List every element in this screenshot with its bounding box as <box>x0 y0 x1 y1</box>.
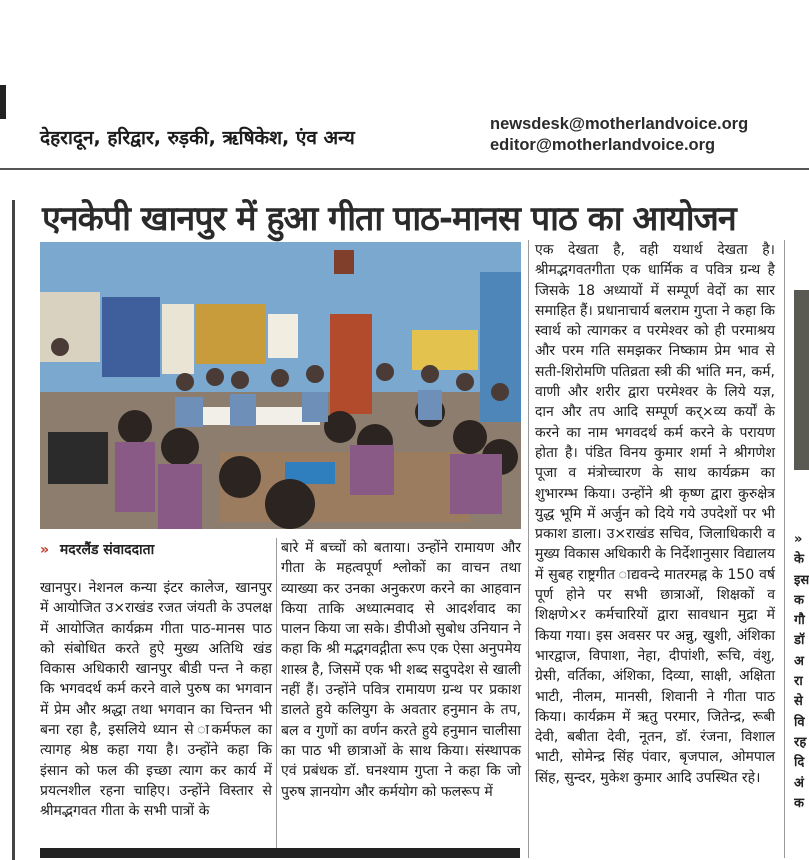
article-paragraph: एक देखता है, वही यथार्थ देखता है। श्रीमद्भगवतगीता एक धार्मिक व पवित्र ग्रन्थ है जिसके 18 अध्यायों में सम्पूर्ण वेदों का सार समाहित हैं। प्रधानाचार्य बलराम गुप्ता ने कहा कि स्वार्थ को त्यागकर व परमेश्वर को ही परमाश्रय और परम गति समझकर निष्काम प्रेम भाव से सती-शिरोमणि पतिव्रता स्त्री की भांति मन, कर्म, वाणी और शरीर द्वारा परमेश्वर के लिये यज्ञ, दान और तप आदि सम्पूर्ण कर्×व्य कर्यों के करने का नाम भगवदर्थ कर्म करने के परायण होता है। पंडित विनय कुमार शर्मा ने श्रीगणेश पूजा व मंत्रोच्चारण के साथ कार्यक्रम का शुभारम्भ किया। उन्होंने श्री कृष्ण द्वारा कुरुक्षेत्र युद्ध भूमि में अर्जुन को दिये गये उपदेशों पर भी प्रकाश डाला। उ×राखंड सचिव, जिलाधिकारी व मुख्य विकास अधिकारी के निर्देशानुसार विद्यालय में सुबह राष्ट्रगीत ाद्यवन्दे मातरमह्न के 150 वर्ष पूर्ण होने पर सभी छात्राओं, शिक्षकों व शिक्षणे×र कर्मचारियों द्वारा सावधान मुद्रा में किया गया। इस अवसर पर अन्नु, खुशी, अंशिका भारद्वाज, विपाशा, नेहा, दीपांशी, रूचि, वंशु, ग्रेसी, वर्तिका, अंशिका, दिव्या, साक्षी, अक्षिता भाटी, नीलम, मानसी, शिवानी ने गीता पाठ किया। कार्यक्रम में ऋतु परमार, जितेन्द्र, रूबी देवी, बबीता देवी, नूतन, डॉ. रंजना, विशाल भाटी, सोमेन्द्र सिंह पंवार, बृजपाल, ओमपाल सिंह, सुन्दर, मुकेश कुमार आदि उपस्थित रहे। <box>535 242 775 786</box>
newsdesk-email[interactable]: newsdesk@motherlandvoice.org <box>490 115 749 133</box>
adjacent-photo <box>794 290 809 470</box>
header-rule <box>0 168 809 170</box>
article-paragraph: खानपुर। नेशनल कन्या इंटर कालेज, खानपुर में आयोजित उ×राखंड रजत जंयती के उपलक्ष में आयोजित कार्यक्रम गीता पाठ-मानस पाठ को संबोधित करते हुऐ मुख्य अतिथि खंड विकास अधिकारी खानपुर बीडी पन्त ने कहा कि भगवदर्थ कर्म करने वाले पुरुष का भगवान में प्रेम और श्रद्धा तथा भगवान का चिन्तन भी बना रहा है, इसलिये ध्यान से ाकर्मफल का त्यागह श्रेष्ठ कहा गया है। उन्होंने कहा कि इंसान को फल की इच्छा त्याग कर कार्य में प्रयत्नशील रहना चाहिए। उन्होंने विस्तार से श्रीमद्भगवत गीता के सभी पात्रों के <box>40 580 272 820</box>
article-column-3 <box>535 240 775 788</box>
column-rule <box>784 240 785 858</box>
article-headline: एनकेपी खानपुर में हुआ गीता पाठ-मानस पाठ का आयोजन <box>42 199 736 239</box>
adjacent-marker: » <box>794 532 803 547</box>
editor-email[interactable]: editor@motherlandvoice.org <box>490 136 716 154</box>
next-headline-fragment <box>40 848 520 858</box>
event-photo <box>40 242 521 529</box>
left-column-bracket <box>0 200 15 860</box>
article-column-1 <box>40 578 272 822</box>
byline <box>40 540 154 559</box>
byline-marker: » <box>40 542 50 558</box>
article-column-2 <box>281 538 521 802</box>
column-rule <box>528 240 529 858</box>
article-paragraph: बारे में बच्चों को बताया। उन्होंने रामायण और गीता के महत्वपूर्ण श्लोकों का वाचन तथा व्याख्या कर उनका अनुकरण करने का आहवान किया ताकि अध्यात्मवाद से आदर्शवाद का पालन किया जा सके। डीपीओ सुबोध उनियान ने कहा कि श्री मद्भगवद्गीता रूप एक ऐसा अनुपमेय शास्त्र है, जिसमें एक भी शब्द सदुपदेश से खाली नहीं हैं। उन्होंने पवित्र रामायण ग्रन्थ पर प्रकाश डालते हुये कलियुग के अवतार हनुमान के तप, बल व गुणों का वर्णन करते हुये हनुमान चालीसा का पाठ भी छात्राओं के साथ किया। संस्थापक एवं प्रबंधक डॉ. घनश्याम गुप्ता ने कहा कि जो पुरुष ज्ञानयोग और कर्मयोग को फलरूप में <box>281 540 521 800</box>
contact-emails <box>490 114 748 156</box>
adjacent-text: » के इस क गौ डॉ अ रा से वि रह दि अं क <box>794 530 809 814</box>
classroom-scene <box>40 242 521 529</box>
byline-author: मदरलैंड संवाददाता <box>59 542 155 558</box>
adjacent-article-fragment <box>794 240 809 814</box>
column-rule <box>276 538 277 858</box>
masthead-fragment <box>0 85 6 119</box>
edition-cities: देहरादून, हरिद्वार, रुड़की, ऋषिकेश, एंव अन्य <box>40 127 355 149</box>
